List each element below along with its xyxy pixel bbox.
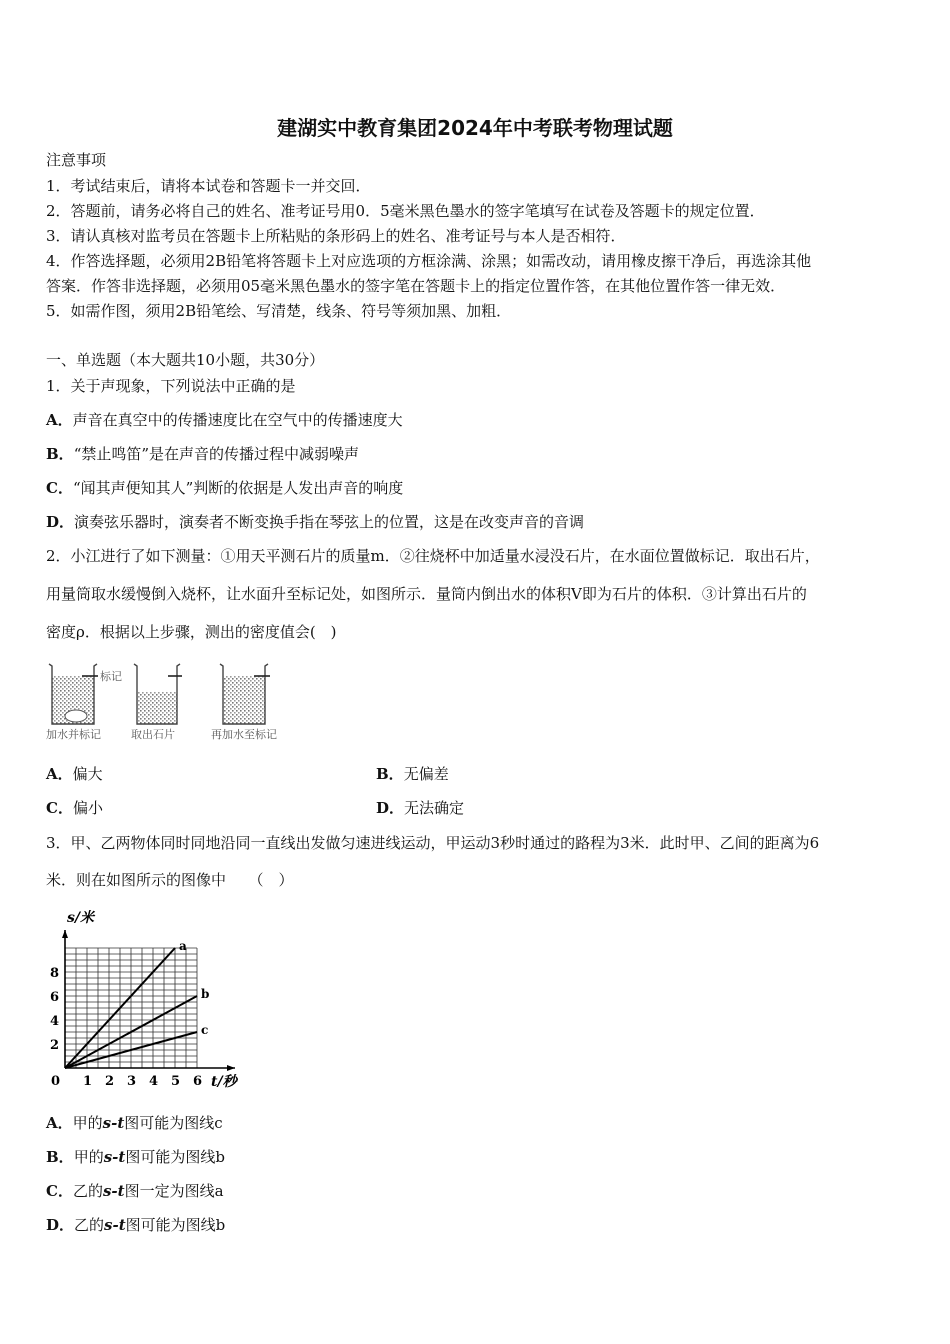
series-label-c: c xyxy=(201,1023,209,1037)
question-2-line1: 2．小江进行了如下测量：①用天平测石片的质量m．②往烧杯中加适量水浸没石片，在水面位置做标记．取出石片， xyxy=(46,547,820,565)
beaker-caption: 再加水至标记 xyxy=(211,728,277,741)
x-tick-label: 4 xyxy=(149,1074,159,1089)
notice-item: 1．考试结束后，请将本试卷和答题卡一并交回． xyxy=(46,177,371,195)
q2-option-b: B．无偏差 xyxy=(376,765,449,783)
y-tick-label: 4 xyxy=(50,1014,60,1029)
x-axis-arrow xyxy=(227,1065,235,1071)
x-tick-label: 3 xyxy=(127,1074,137,1089)
series-label-a: a xyxy=(179,939,187,953)
st-chart xyxy=(40,908,260,1094)
q2-option-a: A．偏大 xyxy=(46,765,103,783)
notice-item: 4．作答选择题，必须用2B铅笔将答题卡上对应选项的方框涂满、涂黑；如需改动，请用橡皮擦干净后，再选涂其他 xyxy=(46,252,812,270)
y-axis-arrow xyxy=(62,930,68,938)
q1-option-c: C．“闻其声便知其人”判断的依据是人发出声音的响度 xyxy=(46,479,404,497)
question-2-line2: 用量筒取水缓慢倒入烧杯，让水面升至标记处，如图所示．量筒内倒出水的体积V即为石片的体积．③计算出石片的 xyxy=(46,585,807,603)
y-axis-label: s/米 xyxy=(67,910,94,926)
notice-heading: 注意事项 xyxy=(46,151,107,169)
q2-option-d: D．无法确定 xyxy=(376,799,465,817)
y-tick-label: 2 xyxy=(50,1038,60,1053)
mark-label: 标记 xyxy=(100,670,122,683)
x-tick-label: 6 xyxy=(193,1074,203,1089)
notice-item: 3．请认真核对监考员在答题卡上所粘贴的条形码上的姓名、准考证号与本人是否相符． xyxy=(46,227,626,245)
page-title: 建湖实中教育集团2024年中考联考物理试题 xyxy=(277,116,673,140)
q3-option-b: B．甲的s-t图可能为图线b xyxy=(46,1148,225,1166)
beaker-2 xyxy=(134,664,182,724)
q1-option-a: A．声音在真空中的传播速度比在空气中的传播速度大 xyxy=(46,411,403,429)
notice-item: 5．如需作图，须用2B铅笔绘、写清楚，线条、符号等须加黑、加粗． xyxy=(46,302,512,320)
section-heading: 一、单选题（本大题共10小题，共30分） xyxy=(46,351,325,369)
notice-item: 2．答题前，请务必将自己的姓名、准考证号用0．5毫米黑色墨水的签字笔填写在试卷及答题卡的规定位置． xyxy=(46,202,765,220)
y-tick-label: 6 xyxy=(50,990,60,1005)
beaker-caption: 取出石片 xyxy=(131,728,175,741)
q1-option-b: B．“禁止鸣笛”是在声音的传播过程中减弱噪声 xyxy=(46,445,360,463)
x-tick-label: 5 xyxy=(171,1074,181,1089)
q2-option-c: C．偏小 xyxy=(46,799,103,817)
q3-option-c: C．乙的s-t图一定为图线a xyxy=(46,1182,224,1200)
beaker-figure xyxy=(44,658,304,748)
question-2-line3: 密度ρ．根据以上步骤，测出的密度值会( ) xyxy=(46,623,337,641)
notice-item: 答案．作答非选择题，必须用05毫米黑色墨水的签字笔在答题卡上的指定位置作答，在其他位置作答一律无效． xyxy=(46,277,786,295)
question-3-line1: 3．甲、乙两物体同时同地沿同一直线出发做匀速进线运动，甲运动3秒时通过的路程为3米．此时甲、乙间的距离为6 xyxy=(46,834,820,852)
x-tick-label: 2 xyxy=(105,1074,115,1089)
series-label-b: b xyxy=(201,987,210,1001)
x-tick-label: 1 xyxy=(83,1074,93,1089)
question-3-line2: 米．则在如图所示的图像中 （ ） xyxy=(46,871,294,889)
chart-labels xyxy=(50,909,240,1090)
q3-option-a: A．甲的s-t图可能为图线c xyxy=(46,1114,223,1132)
beaker-1 xyxy=(49,664,98,724)
q3-option-d: D．乙的s-t图可能为图线b xyxy=(46,1216,226,1234)
question-1-stem: 1．关于声现象，下列说法中正确的是 xyxy=(46,377,296,395)
origin-label: 0 xyxy=(51,1074,61,1089)
q1-option-d: D．演奏弦乐器时，演奏者不断变换手指在琴弦上的位置，这是在改变声音的音调 xyxy=(46,513,585,531)
beaker-3 xyxy=(220,664,270,724)
x-axis-label: t/秒 xyxy=(211,1074,237,1090)
beaker-caption: 加水并标记 xyxy=(46,728,101,741)
y-tick-label: 8 xyxy=(50,966,60,981)
